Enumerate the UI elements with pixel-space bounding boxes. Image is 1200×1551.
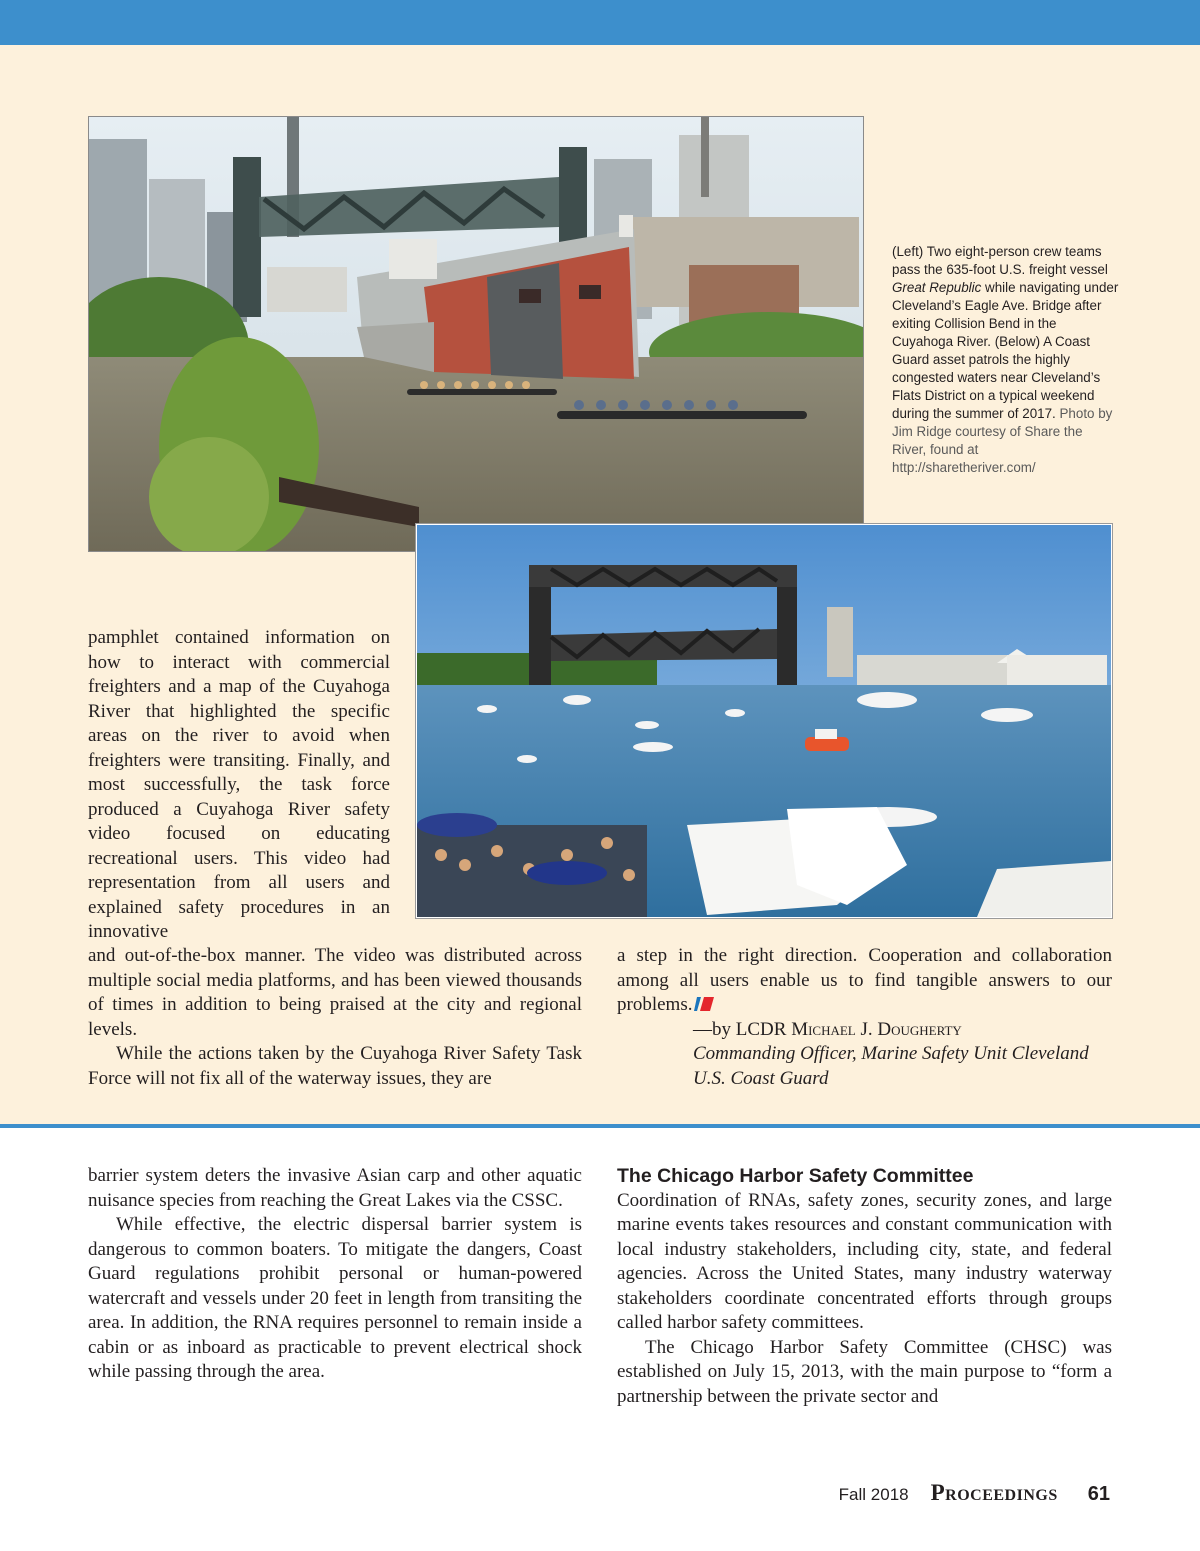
article-column-narrow	[88, 626, 390, 945]
article-paragraph-2: While the actions taken by the Cuyahoga River Safety Task Force will not fix all of the waterway issues, they are	[88, 1043, 582, 1089]
footer-journal-name: Proceedings	[930, 1480, 1058, 1505]
caption-text-1: (Left) Two eight-person crew teams pass the 635-foot U.S. freight vessel	[892, 244, 1108, 277]
lower-column-right	[617, 1164, 1112, 1409]
panel-divider-rule	[0, 1124, 1200, 1128]
photo-crew-teams-freighter	[88, 116, 864, 552]
caption-vessel-name: Great Republic	[892, 280, 982, 295]
lower-column-left	[88, 1164, 582, 1385]
article-column-right	[617, 944, 1112, 1091]
lower-right-body	[617, 1189, 1112, 1410]
top-accent-bar	[0, 0, 1200, 45]
author-organization: U.S. Coast Guard	[693, 1067, 829, 1089]
photo-coast-guard-patrol	[416, 524, 1112, 918]
lower-right-paragraph-2: The Chicago Harbor Safety Committee (CHSC) was established on July 15, 2013, with the main purpose to “form a partnership between the private sector and	[617, 1336, 1112, 1407]
photo-illustration-top	[89, 117, 864, 552]
author-title: Commanding Officer, Marine Safety Unit Cleveland	[693, 1043, 1089, 1064]
author-byline	[617, 1018, 1112, 1043]
byline-prefix: —by LCDR	[693, 1018, 792, 1040]
lower-left-paragraph-1: barrier system deters the invasive Asian carp and other aquatic nuisance species from reaching the Great Lakes via the CSSC.	[88, 1165, 582, 1211]
lower-left-paragraph-2: While effective, the electric dispersal barrier system is dangerous to common boaters. To mitigate the dangers, Coast Guard regulations prohibit personal or human-powered watercraft and vessels under 20 feet in length from transiting the area. In addition, the RNA requires personnel to remain inside a cabin or as inboard as practicable to prevent electrical shock while passing through the area.	[88, 1214, 582, 1382]
author-name: Michael J. Dougherty	[791, 1018, 962, 1040]
article-conclusion-text: a step in the right direction. Cooperation and collaboration among all users enable us to find tangible answers to our problems.	[617, 945, 1112, 1015]
photo-illustration-bottom	[417, 525, 1111, 917]
author-signature	[617, 1018, 1112, 1092]
photo-caption	[892, 243, 1120, 477]
caption-text-2: while navigating under Cleveland’s Eagle Ave. Bridge after exiting Collision Bend in the Cuyahoga River. (Below) A Coast Guard asset patrols the highly congested waters near Cleveland’s Flats District on a typical weekend during the summer of 2017.	[892, 280, 1119, 421]
section-heading-chicago-harbor: The Chicago Harbor Safety Committee	[617, 1165, 974, 1187]
uscg-stripe-icon	[694, 997, 714, 1011]
article-column-left	[88, 944, 582, 1091]
article-paragraph-continuation: and out-of-the-box manner. The video was distributed across multiple social media platforms, and has been viewed thousands of times in addition to being praised at the city and regional levels.	[88, 945, 582, 1040]
photo-credit: Photo by Jim Ridge courtesy of Share the River, found at http://sharetheriver.com/	[892, 406, 1113, 475]
footer-issue: Fall 2018	[838, 1485, 909, 1504]
article-paragraph-narrow: pamphlet contained information on how to interact with commercial freighters and a map of the Cuyahoga River that highlighted the specific areas on the river to avoid when freighters were transiting. Finally, and most successfully, the task force produced a Cuyahoga River safety video focused on educating recreational users. This video had representation from all users and explained safety procedures in an innovative	[88, 627, 390, 942]
footer-page-number: 61	[1087, 1483, 1110, 1505]
page-footer	[839, 1480, 1110, 1510]
article-paragraph-conclusion	[617, 944, 1112, 1018]
lower-right-paragraph-1: Coordination of RNAs, safety zones, security zones, and large marine events takes resources and constant communication with local industry stakeholders, including city, state, and federal agencies. Across the United States, many industry waterway stakeholders coordinate concentrated efforts through groups called harbor safety committees.	[617, 1189, 1112, 1333]
